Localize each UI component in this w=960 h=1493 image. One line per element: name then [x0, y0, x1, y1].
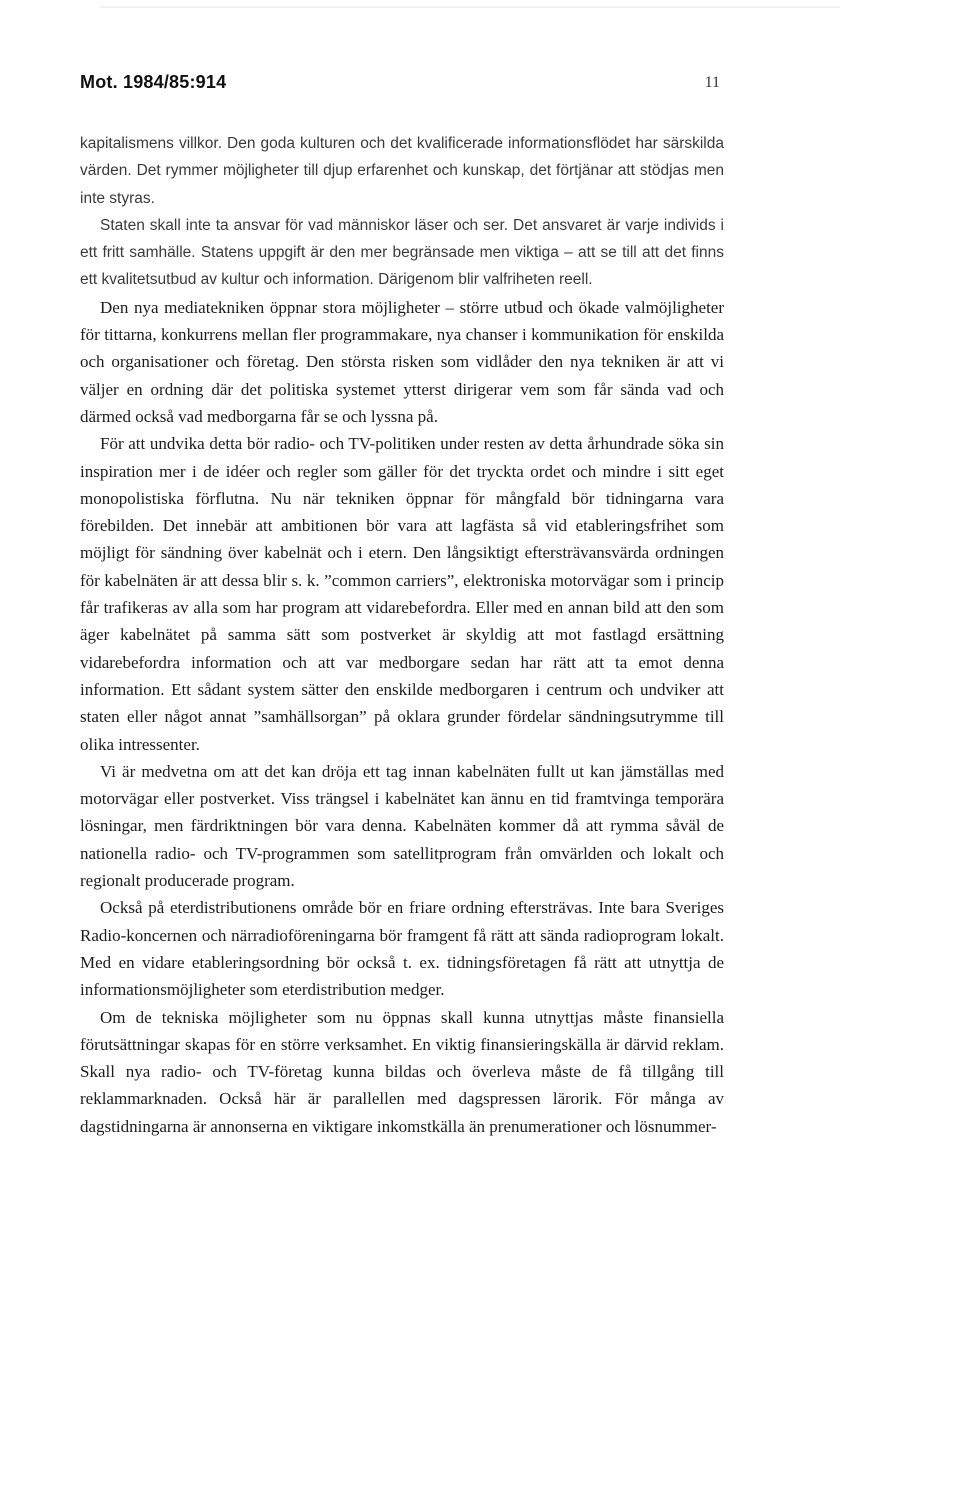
paragraph: Vi är medvetna om att det kan dröja ett tag innan kabelnäten fullt ut kan jämställas med motorvägar eller postverket. Viss trängsel i kabelnätet kan ännu en tid framtvinga temporära lösningar, men färdriktningen bör vara denna. Kabelnäten kommer då att rymma såväl de nationella radio- och TV-programmen som satellitprogram från omvärlden och lokalt och regionalt producerade program.: [80, 761, 724, 891]
paragraph: Den nya mediatekniken öppnar stora möjligheter – större utbud och ökade valmöjligheter för tittarna, konkurrens mellan fler programmakare, nya chanser i kommunikation för enskilda och organisationer och företag. Den största risken som vidlåder den nya tekniken är att vi väljer en ordning där det politiska systemet ytterst dirigerar vem som får sända vad och därmed också vad medborgarna får se och lyssna på.: [80, 297, 724, 426]
paragraph: Om de tekniska möjligheter som nu öppnas skall kunna utnyttjas måste finansiella förutsättningar skapas för en större verksamhet. En viktig finansieringskälla är därvid reklam. Skall nya radio- och TV-företag kunna bildas och överleva måste de få tillgång till reklammarknaden. Också här är parallellen med dagspressen lärorik. För många av dagstidningarna är annonserna en viktigare inkomstkälla än prenumerationer och lösnummer-: [80, 1007, 724, 1136]
page-number: 11: [704, 74, 720, 91]
paragraph: kapitalismens villkor. Den goda kulturen och det kvalificerade informationsflödet har särskilda värden. Det rymmer möjligheter till djup erfarenhet och kunskap, det förtjänar att stödjas men inte styras.: [80, 135, 724, 207]
paragraph: Staten skall inte ta ansvar för vad människor läser och ser. Det ansvaret är varje individs i ett fritt samhälle. Statens uppgift är den mer begränsade men viktiga – att se till att det finns ett kvalitetsutbud av kultur och information. Därigenom blir valfriheten reell.: [80, 216, 724, 289]
body-text: [80, 130, 724, 1140]
paragraph: Också på eterdistributionens område bör en friare ordning eftersträvas. Inte bara Sveriges Radio-koncernen och närradioföreningarna bör framgent få rätt att sända radioprogram lokalt. Med en vidare etableringsordning bör också t. ex. tidningsföretagen få rätt att utnyttja de informationsmöjligheter som eterdistribution medger.: [80, 898, 724, 1000]
page-header: [80, 72, 720, 108]
document-id: Mot. 1984/85:914: [80, 72, 227, 92]
scan-artifact: [100, 6, 840, 8]
paragraph: För att undvika detta bör radio- och TV-politiken under resten av detta århundrade söka sin inspiration mer i de idéer och regler som gäller för det tryckta ordet och mindre i sitt eget monopolistiska förflutna. Nu när tekniken öppnar för mångfald bör tidningarna vara förebilden. Det innebär att ambitionen bör vara att lagfästa så vid etableringsfrihet som möjligt för sändning över kabelnät och i etern. Den långsiktigt eftersträvansvärda ordningen för kabelnäten är att dessa blir s. k. ”common carriers”, elektroniska motorvägar som i princip får trafikeras av alla som har program att vidarebefordra. Eller med en annan bild att den som äger kabelnätet på samma sätt som postverket är skyldig att mot fastlagd ersättning vidarebefordra information och att var medborgare sedan har rätt att ta emot denna information. Ett sådant system sätter den enskilde medborgaren i centrum och undviker att staten eller något annat ”samhällsorgan” på oklara grunder fördelar sändningsutrymme till olika intressenter.: [80, 434, 724, 754]
